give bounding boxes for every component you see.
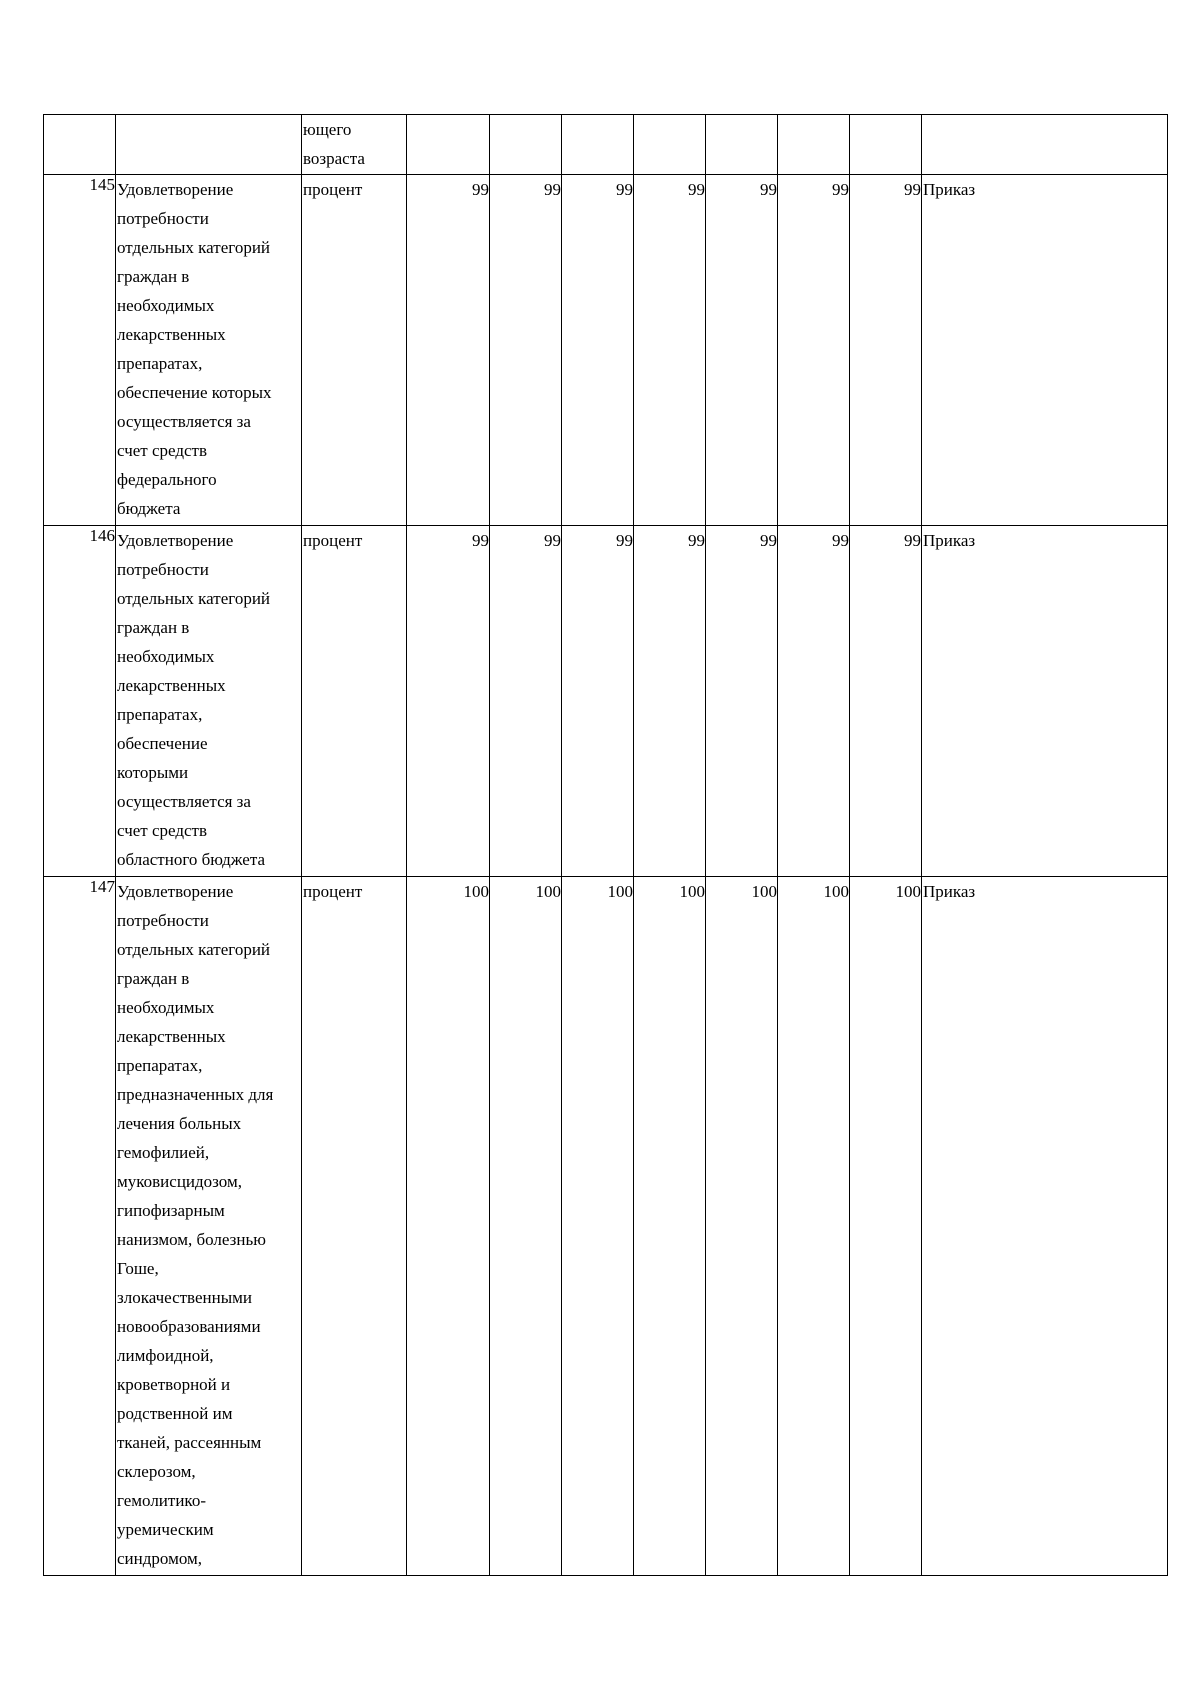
value-cell: 100 — [562, 877, 634, 1576]
value-cell: 99 — [850, 526, 922, 877]
basis-cell: Приказ — [922, 877, 1168, 1576]
indicator-name: Удовлетворение потребности отдельных категорий граждан в необходимых лекарственных препаратах, обеспечение которых осуществляется за счет средств федерального бюджета — [116, 175, 302, 526]
value-cell: 99 — [407, 175, 490, 526]
unit-cell: ющего возраста — [302, 115, 407, 175]
value-cell: 99 — [778, 526, 850, 877]
value-cell: 99 — [850, 175, 922, 526]
value-cell: 99 — [562, 175, 634, 526]
value-cell: 99 — [778, 175, 850, 526]
table-row — [44, 877, 1168, 1576]
value-cell: 99 — [634, 175, 706, 526]
row-index: 147 — [44, 877, 116, 1576]
value-cell — [778, 115, 850, 175]
value-cell — [490, 115, 562, 175]
table-row-continuation — [44, 115, 1168, 175]
table-row — [44, 526, 1168, 877]
basis-cell: Приказ — [922, 526, 1168, 877]
value-cell: 99 — [634, 526, 706, 877]
row-index: 145 — [44, 175, 116, 526]
value-cell: 99 — [407, 526, 490, 877]
value-cell: 100 — [778, 877, 850, 1576]
basis-cell — [922, 115, 1168, 175]
value-cell: 99 — [706, 175, 778, 526]
value-cell — [634, 115, 706, 175]
value-cell: 100 — [490, 877, 562, 1576]
value-cell — [850, 115, 922, 175]
value-cell: 99 — [562, 526, 634, 877]
value-cell — [562, 115, 634, 175]
indicator-table — [43, 114, 1168, 1576]
value-cell: 100 — [706, 877, 778, 1576]
value-cell: 99 — [490, 526, 562, 877]
table-row — [44, 175, 1168, 526]
value-cell — [706, 115, 778, 175]
value-cell: 100 — [634, 877, 706, 1576]
value-cell — [407, 115, 490, 175]
name-cell — [116, 115, 302, 175]
basis-cell: Приказ — [922, 175, 1168, 526]
value-cell: 99 — [706, 526, 778, 877]
value-cell: 100 — [850, 877, 922, 1576]
unit-cell: процент — [302, 526, 407, 877]
value-cell: 99 — [490, 175, 562, 526]
indicator-name: Удовлетворение потребности отдельных категорий граждан в необходимых лекарственных препаратах, предназначенных для лечения больных гемофилией, муковисцидозом, гипофизарным нанизмом, болезнью Гоше, злокачественными новообразованиями лимфоидной, кроветворной и родственной им тканей, рассеянным склерозом, гемолитико- уремическим синдромом, — [116, 877, 302, 1576]
unit-cell: процент — [302, 175, 407, 526]
row-index: 146 — [44, 526, 116, 877]
value-cell: 100 — [407, 877, 490, 1576]
indicator-name: Удовлетворение потребности отдельных категорий граждан в необходимых лекарственных препаратах, обеспечение которыми осуществляется за счет средств областного бюджета — [116, 526, 302, 877]
unit-cell: процент — [302, 877, 407, 1576]
index-cell — [44, 115, 116, 175]
